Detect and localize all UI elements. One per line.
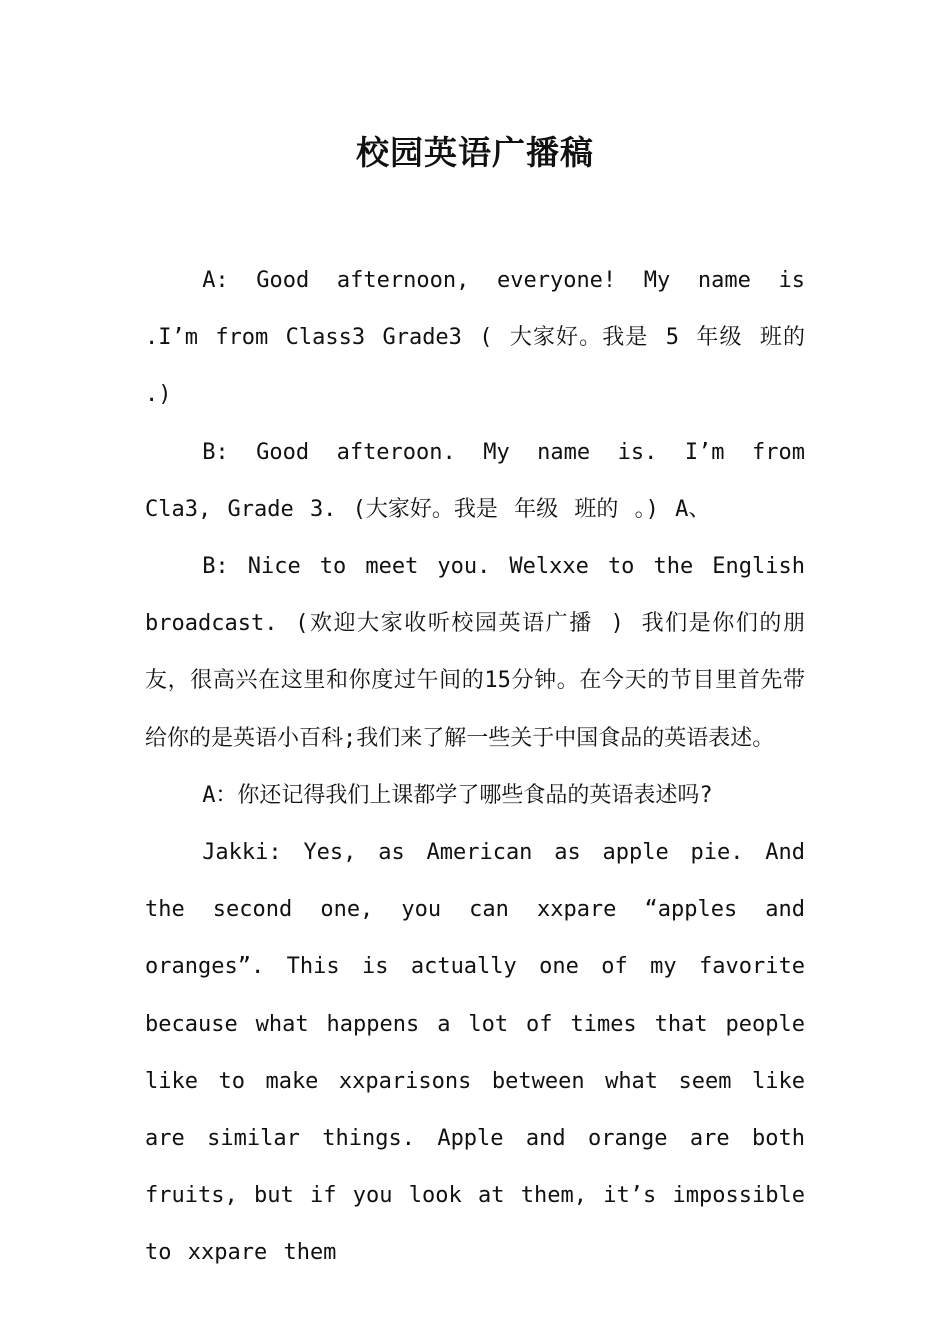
paragraph-greeting-a: A: Good afternoon, everyone! My name is .I’m from Class3 Grade3 ( 大家好。我是 5 年级 班的 .) <box>145 268 805 408</box>
document-title: 校园英语广播稿 <box>356 133 594 172</box>
document-body <box>145 252 805 1282</box>
paragraph-jakki: Jakki: Yes, as American as apple pie. And the second one, you can xxpare “apples and oranges”. This is actually one of my favorite because what happens a lot of times that people like to make xxparisons between what seem like are similar things. Apple and orange are both fruits, but if you look at them, it’s impossible to xxpare them <box>145 840 805 1266</box>
paragraph-welcome: B: Nice to meet you. Welxxe to the English broadcast. (欢迎大家收听校园英语广播 ) 我们是你们的朋友，很高兴在这里和你度过午间的15分钟。在今天的节目里首先带给你的是英语小百科;我们来了解一些关于中国食品的英语表述。 <box>145 554 805 751</box>
paragraph-question: A：你还记得我们上课都学了哪些食品的英语表述吗? <box>202 782 713 808</box>
paragraph-greeting-b: B: Good afteroon. My name is. I’m from Cla3, Grade 3. (大家好。我是 年级 班的 。) A、 <box>145 439 805 522</box>
